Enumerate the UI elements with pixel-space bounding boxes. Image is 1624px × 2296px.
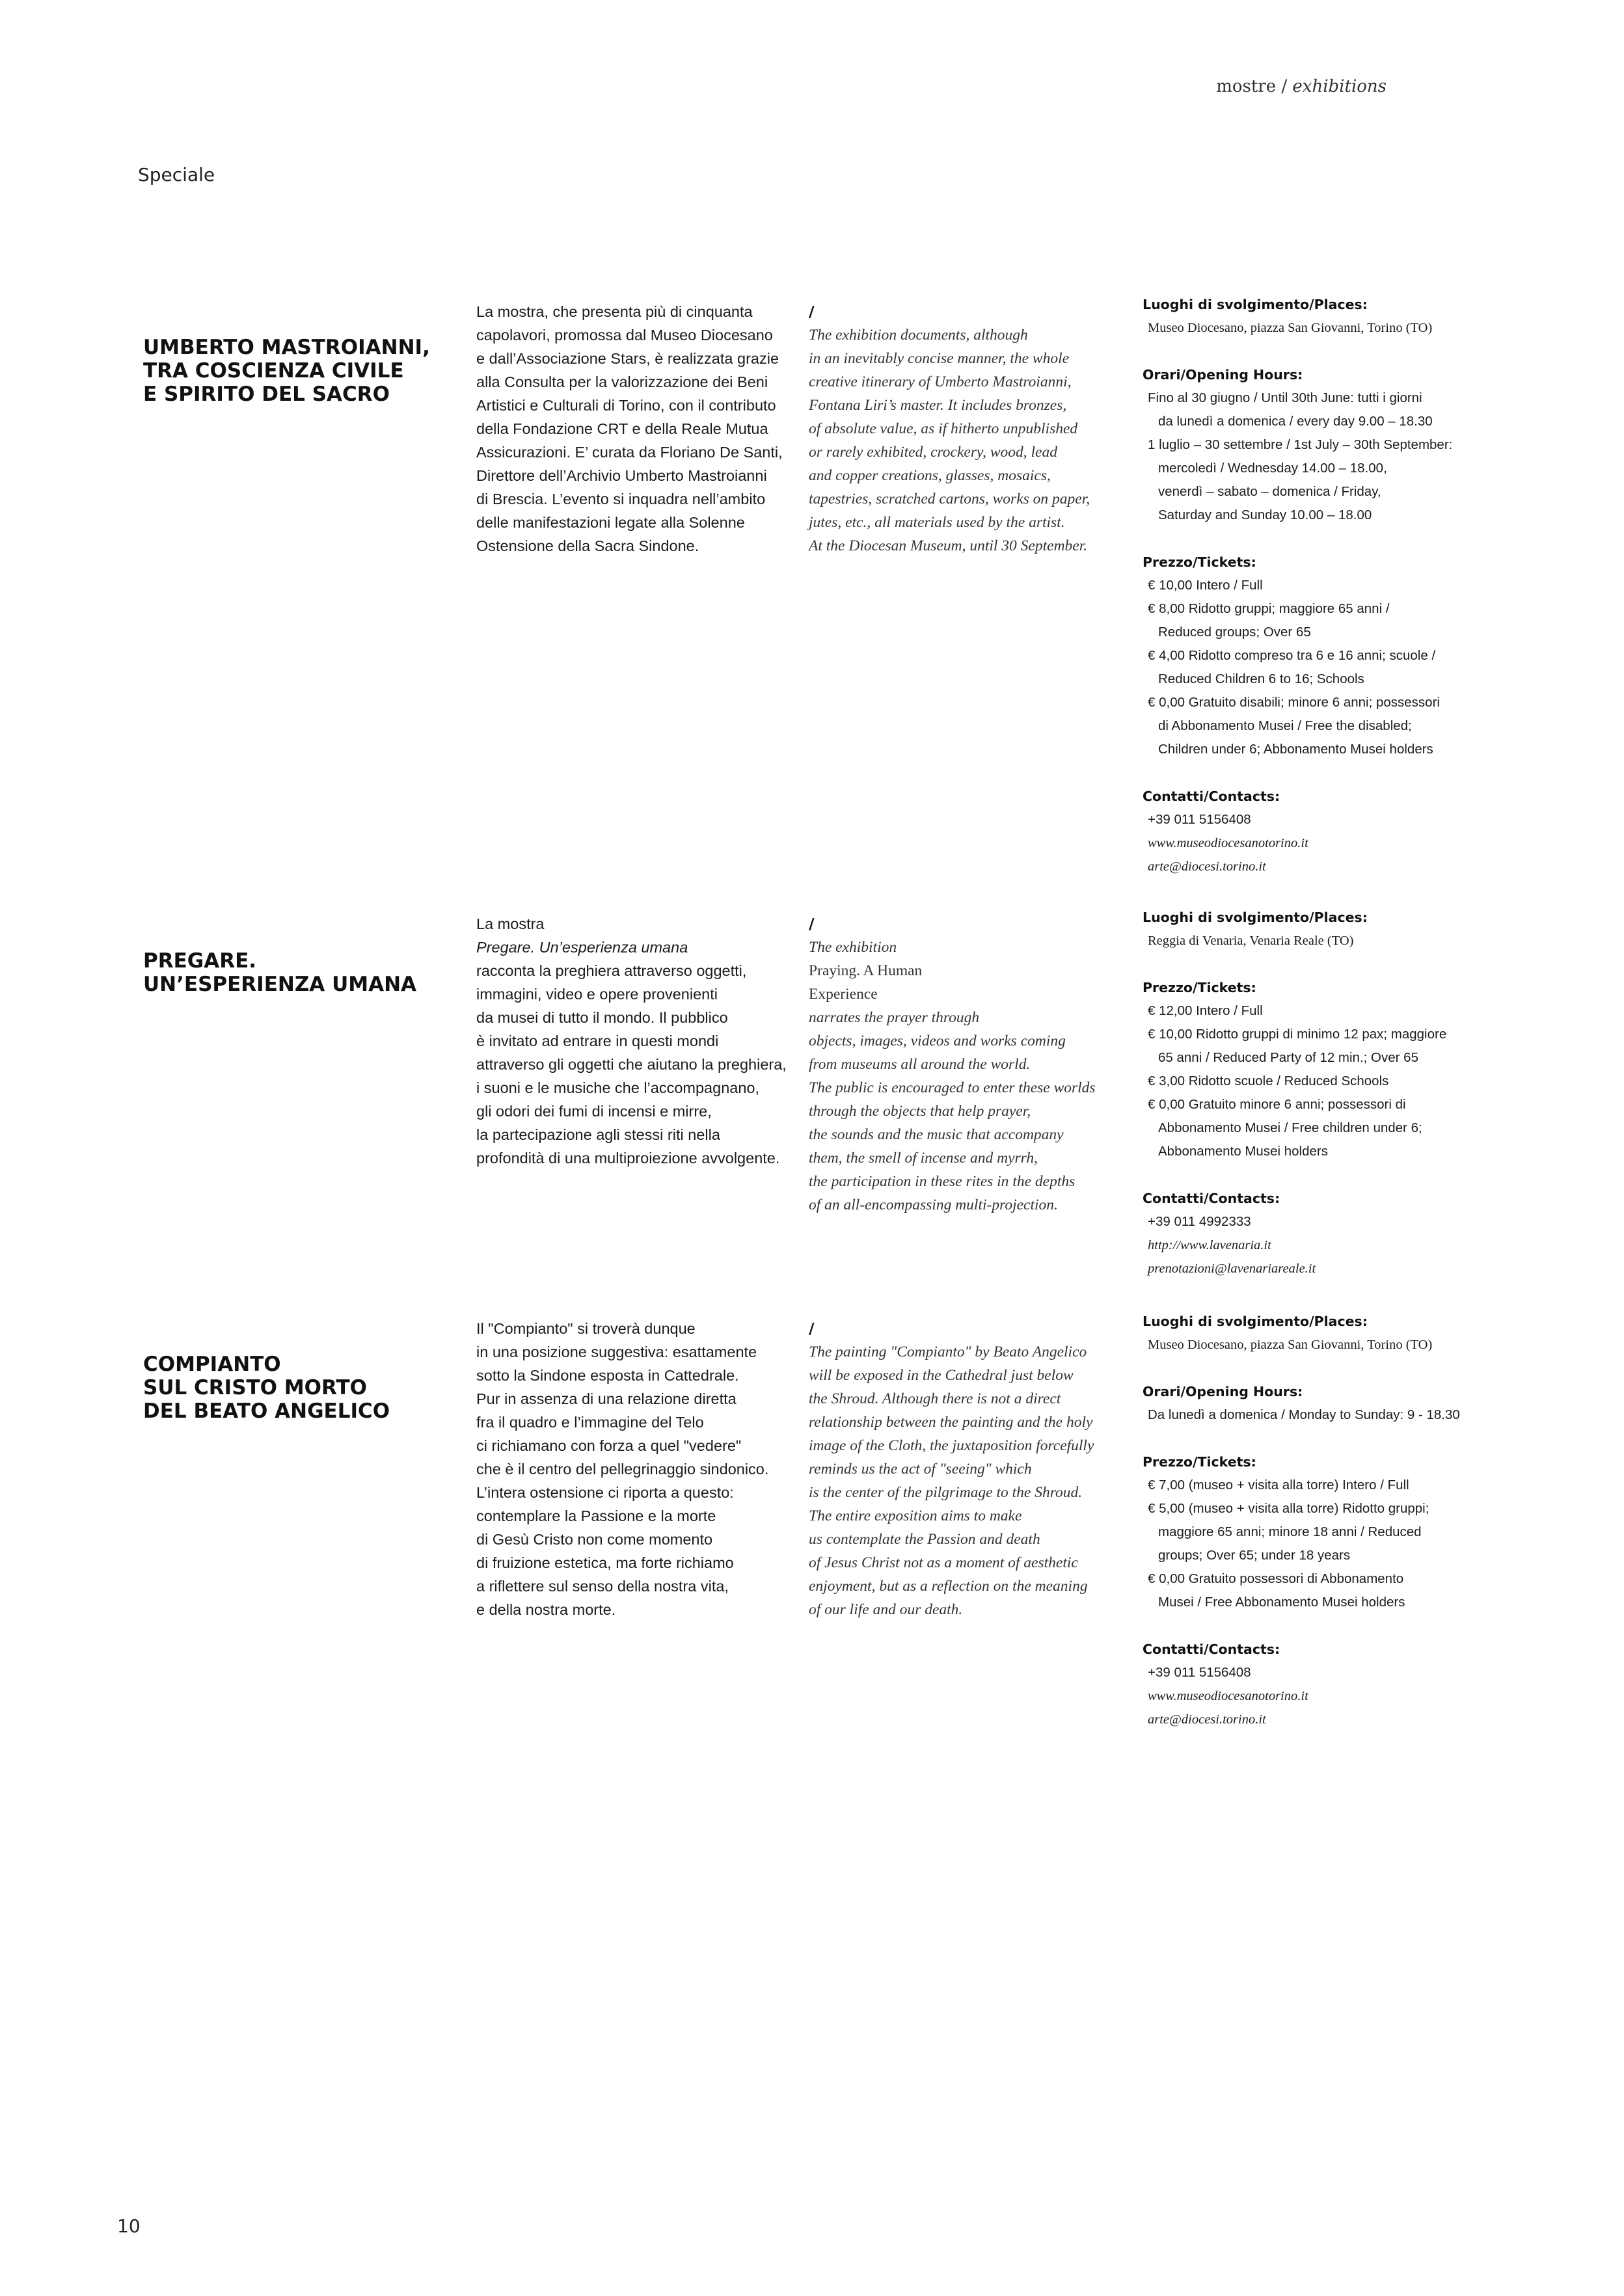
- hours-line: mercoledì / Wednesday 14.00 – 18.00,: [1158, 461, 1387, 476]
- exhibition-2-title: [143, 949, 449, 996]
- contact-phone: +39 011 4992333: [1148, 1214, 1251, 1229]
- ticket-line: € 7,00 (museo + visita alla torre) Intero / Full: [1148, 1478, 1409, 1492]
- text-line: La mostra, che presenta più di cinquanta: [476, 303, 753, 320]
- exhibition-3-text-it: [476, 1317, 795, 1621]
- text-line: alla Consulta per la valorizzazione dei Beni: [476, 373, 768, 390]
- contact-website-link[interactable]: www.museodiocesanotorino.it: [1148, 1689, 1308, 1703]
- page-number: 10: [117, 2215, 141, 2237]
- exhibition-3-info: [1143, 1310, 1481, 1731]
- exhibition-2-text-en: [809, 912, 1134, 1217]
- ticket-line: 65 anni / Reduced Party of 12 min.; Over 65: [1158, 1050, 1418, 1065]
- text-line: through the objects that help prayer,: [809, 1103, 1031, 1120]
- text-line: sotto la Sindone esposta in Cattedrale.: [476, 1367, 739, 1384]
- ticket-line: € 10,00 Intero / Full: [1148, 578, 1263, 593]
- contact-email-link[interactable]: arte@diocesi.torino.it: [1148, 1712, 1266, 1727]
- text-line: The public is encouraged to enter these worlds: [809, 1079, 1096, 1096]
- text-line: will be exposed in the Cathedral just below: [809, 1367, 1074, 1384]
- text-line: Direttore dell’Archivio Umberto Mastroianni: [476, 467, 767, 484]
- title-line: COMPIANTO: [143, 1353, 281, 1376]
- hours-line: Saturday and Sunday 10.00 – 18.00: [1158, 507, 1372, 522]
- slash-mark: /: [809, 303, 815, 321]
- places-value: Museo Diocesano, piazza San Giovanni, Torino (TO): [1148, 1338, 1433, 1352]
- text-line: in an inevitably concise manner, the whole: [809, 350, 1070, 367]
- hours-heading: Orari/Opening Hours:: [1143, 367, 1303, 383]
- text-line: The exhibition documents, although: [809, 327, 1028, 344]
- ticket-line: Abbonamento Musei / Free children under 6;: [1158, 1120, 1422, 1135]
- text-line: of our life and our death.: [809, 1601, 963, 1618]
- text-line: racconta la preghiera attraverso oggetti,: [476, 962, 747, 979]
- text-line: La mostra: [476, 915, 545, 932]
- section-label: Speciale: [138, 164, 215, 185]
- title-line: DEL BEATO ANGELICO: [143, 1399, 390, 1423]
- ticket-line: € 10,00 Ridotto gruppi di minimo 12 pax; maggiore: [1148, 1027, 1447, 1042]
- tickets-heading: Prezzo/Tickets:: [1143, 980, 1256, 995]
- ticket-line: Musei / Free Abbonamento Musei holders: [1158, 1595, 1405, 1610]
- text-line: immagini, video e opere provenienti: [476, 986, 718, 1003]
- title-line: SUL CRISTO MORTO: [143, 1376, 367, 1399]
- exhibition-2-text-it: [476, 912, 795, 1170]
- text-line: the sounds and the music that accompany: [809, 1126, 1064, 1143]
- text-line: the participation in these rites in the depths: [809, 1173, 1076, 1190]
- text-line: e dall’Associazione Stars, è realizzata grazie: [476, 350, 779, 367]
- places-heading: Luoghi di svolgimento/Places:: [1143, 910, 1368, 925]
- header-section-en: exhibitions: [1292, 77, 1387, 96]
- ticket-line: € 4,00 Ridotto compreso tra 6 e 16 anni; scuole /: [1148, 648, 1436, 663]
- title-line: UMBERTO MASTROIANNI,: [143, 336, 430, 359]
- text-line: and copper creations, glasses, mosaics,: [809, 467, 1051, 484]
- exhibition-title-roman: Praying. A Human: [809, 962, 923, 979]
- text-line: narrates the prayer through: [809, 1009, 980, 1026]
- text-line: us contemplate the Passion and death: [809, 1531, 1040, 1548]
- exhibition-1-info: [1143, 293, 1481, 878]
- text-line: attraverso gli oggetti che aiutano la preghiera,: [476, 1056, 787, 1073]
- ticket-line: Children under 6; Abbonamento Musei holders: [1158, 742, 1433, 757]
- ticket-line: € 0,00 Gratuito disabili; minore 6 anni; possessori: [1148, 695, 1440, 710]
- text-line: relationship between the painting and the holy: [809, 1414, 1093, 1431]
- ticket-line: Reduced Children 6 to 16; Schools: [1158, 671, 1364, 686]
- text-line: reminds us the act of "seeing" which: [809, 1461, 1032, 1478]
- ticket-line: € 8,00 Ridotto gruppi; maggiore 65 anni /: [1148, 601, 1390, 616]
- text-line: Il "Compianto" si troverà dunque: [476, 1320, 696, 1337]
- text-line: of Jesus Christ not as a moment of aesthetic: [809, 1554, 1078, 1571]
- text-line: da musei di tutto il mondo. Il pubblico: [476, 1009, 728, 1026]
- ticket-line: € 12,00 Intero / Full: [1148, 1003, 1263, 1018]
- text-line: image of the Cloth, the juxtaposition forcefully: [809, 1437, 1094, 1454]
- exhibition-1-text-en: [809, 300, 1134, 558]
- tickets-heading: Prezzo/Tickets:: [1143, 1454, 1256, 1470]
- text-line: ci richiamano con forza a quel "vedere": [476, 1437, 742, 1454]
- contacts-heading: Contatti/Contacts:: [1143, 1641, 1280, 1657]
- title-line: TRA COSCIENZA CIVILE: [143, 359, 404, 383]
- text-line: i suoni e le musiche che l’accompagnano,: [476, 1079, 760, 1096]
- text-line: Artistici e Culturali di Torino, con il contributo: [476, 397, 776, 414]
- text-line: della Fondazione CRT e della Reale Mutua: [476, 420, 768, 437]
- places-heading: Luoghi di svolgimento/Places:: [1143, 1314, 1368, 1329]
- text-line: contemplare la Passione e la morte: [476, 1507, 716, 1524]
- text-line: of an all-encompassing multi-projection.: [809, 1196, 1058, 1213]
- hours-line: Fino al 30 giugno / Until 30th June: tutti i giorni: [1148, 390, 1422, 405]
- ticket-line: € 3,00 Ridotto scuole / Reduced Schools: [1148, 1074, 1389, 1088]
- contact-phone: +39 011 5156408: [1148, 812, 1251, 827]
- text-line: L’intera ostensione ci riporta a questo:: [476, 1484, 734, 1501]
- text-line: profondità di una multiproiezione avvolgente.: [476, 1150, 780, 1167]
- exhibition-1-text-it: [476, 300, 795, 558]
- places-value: Reggia di Venaria, Venaria Reale (TO): [1148, 934, 1354, 948]
- text-line: che è il centro del pellegrinaggio sindonico.: [476, 1461, 769, 1478]
- text-line: è invitato ad entrare in questi mondi: [476, 1033, 719, 1049]
- text-line: jutes, etc., all materials used by the artist.: [809, 514, 1065, 531]
- ticket-line: di Abbonamento Musei / Free the disabled;: [1158, 718, 1412, 733]
- text-line: of absolute value, as if hitherto unpublished: [809, 420, 1078, 437]
- hours-heading: Orari/Opening Hours:: [1143, 1384, 1303, 1399]
- text-line: objects, images, videos and works coming: [809, 1033, 1066, 1049]
- tickets-heading: Prezzo/Tickets:: [1143, 554, 1256, 570]
- contact-email-link[interactable]: arte@diocesi.torino.it: [1148, 859, 1266, 874]
- text-line: The exhibition: [809, 939, 897, 956]
- text-line: di fruizione estetica, ma forte richiamo: [476, 1554, 734, 1571]
- ticket-line: € 0,00 Gratuito minore 6 anni; possessori di: [1148, 1097, 1406, 1112]
- contact-website-link[interactable]: www.museodiocesanotorino.it: [1148, 836, 1308, 850]
- ticket-line: maggiore 65 anni; minore 18 anni / Reduced: [1158, 1524, 1422, 1539]
- text-line: Pur in assenza di una relazione diretta: [476, 1390, 737, 1407]
- contacts-heading: Contatti/Contacts:: [1143, 1191, 1280, 1206]
- exhibition-3-title: [143, 1353, 449, 1423]
- text-line: fra il quadro e l’immagine del Telo: [476, 1414, 704, 1431]
- title-line: E SPIRITO DEL SACRO: [143, 383, 390, 406]
- exhibition-title-roman: Experience: [809, 986, 878, 1003]
- text-line: capolavori, promossa dal Museo Diocesano: [476, 327, 773, 344]
- text-line: Fontana Liri’s master. It includes bronzes,: [809, 397, 1067, 414]
- hours-line: venerdì – sabato – domenica / Friday,: [1158, 484, 1381, 499]
- ticket-line: groups; Over 65; under 18 years: [1158, 1548, 1351, 1563]
- text-line: tapestries, scratched cartons, works on paper,: [809, 491, 1090, 507]
- text-line: At the Diocesan Museum, until 30 September.: [809, 537, 1088, 554]
- exhibition-2-info: [1143, 906, 1481, 1280]
- text-line: creative itinerary of Umberto Mastroianni,: [809, 373, 1072, 390]
- text-line: in una posizione suggestiva: esattamente: [476, 1344, 757, 1360]
- text-line: them, the smell of incense and myrrh,: [809, 1150, 1038, 1167]
- contacts-heading: Contatti/Contacts:: [1143, 789, 1280, 804]
- text-line: enjoyment, but as a reflection on the meaning: [809, 1578, 1088, 1595]
- text-line: the Shroud. Although there is not a direct: [809, 1390, 1061, 1407]
- hours-line: Da lunedì a domenica / Monday to Sunday: 9 - 18.30: [1148, 1407, 1460, 1422]
- text-line: e della nostra morte.: [476, 1601, 616, 1618]
- ticket-line: € 5,00 (museo + visita alla torre) Ridotto gruppi;: [1148, 1501, 1429, 1516]
- running-header: [1216, 77, 1387, 96]
- text-line: from museums all around the world.: [809, 1056, 1031, 1073]
- exhibition-3-text-en: [809, 1317, 1134, 1621]
- title-line: PREGARE.: [143, 949, 257, 973]
- exhibition-title-italic: Pregare. Un’esperienza umana: [476, 939, 688, 956]
- text-line: la partecipazione agli stessi riti nella: [476, 1126, 720, 1143]
- contact-phone: +39 011 5156408: [1148, 1665, 1251, 1680]
- text-line: Ostensione della Sacra Sindone.: [476, 537, 699, 554]
- ticket-line: € 0,00 Gratuito possessori di Abbonamento: [1148, 1571, 1404, 1586]
- ticket-line: Abbonamento Musei holders: [1158, 1144, 1328, 1159]
- hours-line: da lunedì a domenica / every day 9.00 – 18.30: [1158, 414, 1433, 429]
- text-line: Assicurazioni. E’ curata da Floriano De Santi,: [476, 444, 783, 461]
- contact-website-link[interactable]: http://www.lavenaria.it: [1148, 1238, 1271, 1252]
- slash-mark: /: [809, 915, 815, 933]
- places-heading: Luoghi di svolgimento/Places:: [1143, 297, 1368, 312]
- text-line: a riflettere sul senso della nostra vita,: [476, 1578, 729, 1595]
- text-line: di Brescia. L’evento si inquadra nell’ambito: [476, 491, 766, 507]
- text-line: or rarely exhibited, crockery, wood, lead: [809, 444, 1057, 461]
- slash-mark: /: [809, 1319, 815, 1338]
- title-line: UN’ESPERIENZA UMANA: [143, 973, 417, 996]
- ticket-line: Reduced groups; Over 65: [1158, 625, 1311, 640]
- text-line: delle manifestazioni legate alla Solenne: [476, 514, 745, 531]
- text-line: is the center of the pilgrimage to the Shroud.: [809, 1484, 1083, 1501]
- places-value: Museo Diocesano, piazza San Giovanni, Torino (TO): [1148, 321, 1433, 335]
- contact-email-link[interactable]: prenotazioni@lavenariareale.it: [1148, 1262, 1316, 1276]
- text-line: di Gesù Cristo non come momento: [476, 1531, 713, 1548]
- exhibition-1-title: [143, 336, 449, 406]
- text-line: The entire exposition aims to make: [809, 1507, 1022, 1524]
- text-line: The painting "Compianto" by Beato Angelico: [809, 1344, 1087, 1360]
- hours-line: 1 luglio – 30 settembre / 1st July – 30th September:: [1148, 437, 1453, 452]
- text-line: gli odori dei fumi di incensi e mirre,: [476, 1103, 712, 1120]
- header-section-it: mostre /: [1216, 77, 1288, 96]
